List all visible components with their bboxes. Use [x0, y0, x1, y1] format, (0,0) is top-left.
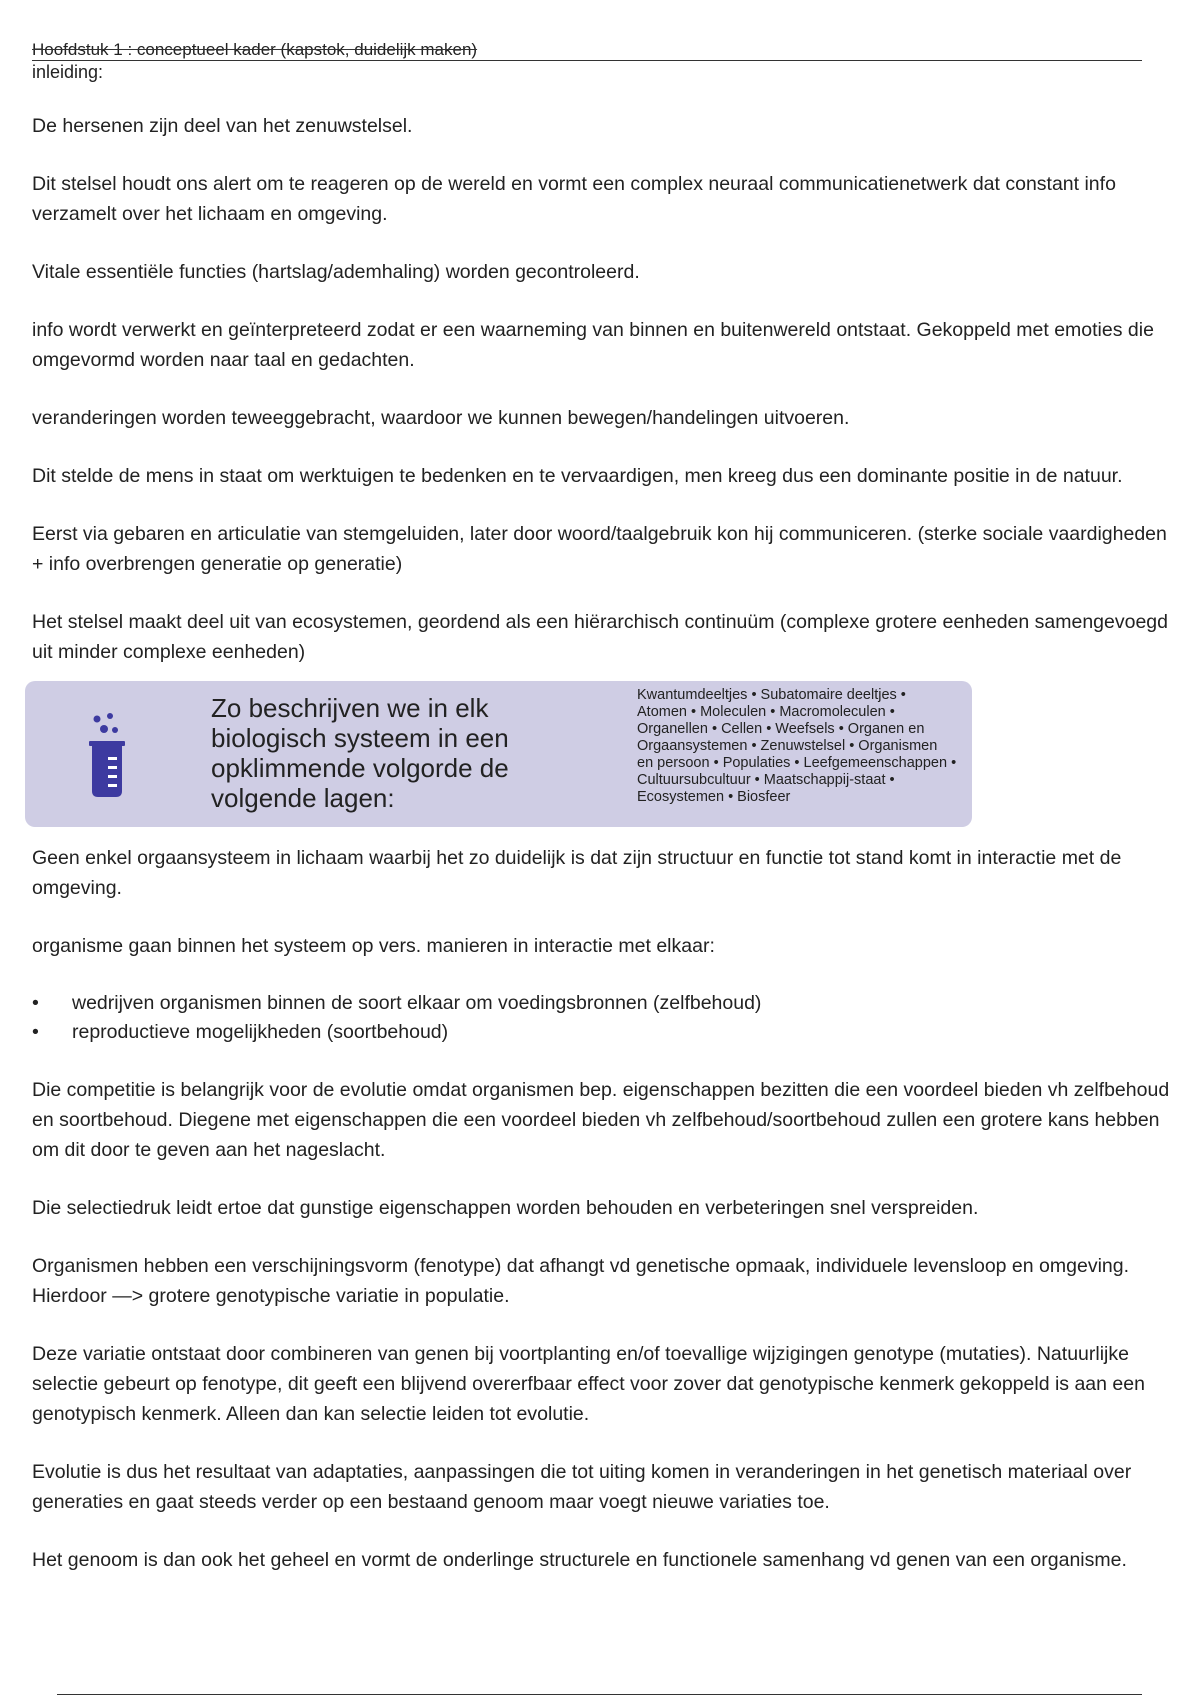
paragraph: Die selectiedruk leidt ertoe dat gunstige eigenschappen worden behouden en verbeteringen snel verspreiden. — [32, 1197, 979, 1219]
paragraph: De hersenen zijn deel van het zenuwstelsel. — [32, 115, 413, 137]
paragraph: info wordt verwerkt en geïnterpreteerd zodat er een waarneming van binnen en buitenwereld ontstaat. Gekoppeld met emoties die omgevormd worden naar taal en gedachten. — [32, 319, 1154, 371]
intro-label: inleiding: — [32, 62, 104, 82]
list-item: • wedrijven organismen binnen de soort elkaar om voedingsbronnen (zelfbehoud) — [32, 989, 1172, 1018]
info-box-title: Zo beschrijven we in elk biologisch systeem in een opklimmende volgorde de volgende lagen: — [211, 693, 509, 813]
paragraph: Het genoom is dan ook het geheel en vormt de onderlinge structurele en functionele samenhang vd genen van een organisme. — [32, 1549, 1127, 1571]
paragraph: Geen enkel orgaansysteem in lichaam waarbij het zo duidelijk is dat zijn structuur en functie tot stand komt in interactie met de omgeving. — [32, 847, 1122, 899]
beaker-icon — [83, 711, 131, 801]
document-page — [32, 40, 1172, 1575]
paragraph: Organismen hebben een verschijningsvorm (fenotype) dat afhangt vd genetische opmaak, individuele levensloop en omgeving. Hierdoor —> grotere genotypische variatie in populatie. — [32, 1255, 1130, 1307]
bullet-list — [32, 989, 1172, 1047]
paragraph: Dit stelsel houdt ons alert om te reageren op de wereld en vormt een complex neuraal communicatienetwerk dat constant info verzamelt over het lichaam en omgeving. — [32, 173, 1116, 225]
paragraph: Eerst via gebaren en articulatie van stemgeluiden, later door woord/taalgebruik kon hij communiceren. (sterke sociale vaardigheden + info overbrengen generatie op generatie) — [32, 523, 1167, 575]
paragraph: Het stelsel maakt deel uit van ecosystemen, geordend als een hiërarchisch continuüm (complexe grotere eenheden samengevoegd uit minder complexe eenheden) — [32, 611, 1168, 663]
info-box-layer-list: Kwantumdeeltjes • Subatomaire deeltjes • Atomen • Moleculen • Macromoleculen • Organellen • Cellen • Weefsels • Organen en Orgaansystemen • Zenuwstelsel • Organismen en persoon • Populaties • Leefgemeenschappen • Cultuursubcultuur • Maatschappij-staat • Ecosystemen • Biosfeer — [637, 687, 957, 805]
paragraph: Evolutie is dus het resultaat van adaptaties, aanpassingen die tot uiting komen in veranderingen in het genetisch materiaal over generaties en gaat steeds verder op een bestaand genoom maar voegt nieuwe variaties toe. — [32, 1461, 1132, 1513]
paragraph: veranderingen worden teweeggebracht, waardoor we kunnen bewegen/handelingen uitvoeren. — [32, 407, 850, 429]
info-box-biological-layers — [25, 681, 972, 827]
paragraph: Deze variatie ontstaat door combineren van genen bij voortplanting en/of toevallige wijzigingen genotype (mutaties). Natuurlijke selectie gebeurt op fenotype, dit geeft een blijvend overerfbaar effect voor zover dat genotypische kenmerk gekoppeld is aan een genotypisch kenmerk. Alleen dan kan selectie leiden tot evolutie. — [32, 1343, 1145, 1425]
paragraph: organisme gaan binnen het systeem op vers. manieren in interactie met elkaar: — [32, 935, 715, 957]
list-item: • reproductieve mogelijkheden (soortbehoud) — [32, 1018, 1172, 1047]
chapter-heading — [32, 40, 1142, 61]
paragraph: Die competitie is belangrijk voor de evolutie omdat organismen bep. eigenschappen bezitten die een voordeel bieden vh zelfbehoud en soortbehoud. Diegene met eigenschappen die een voordeel bieden vh zelfbehoud/soortbehoud zullen een grotere kans hebben om dit door te geven aan het nageslacht. — [32, 1079, 1170, 1161]
chapter-heading-text: Hoofdstuk 1 : conceptueel kader (kapstok, duidelijk maken) — [32, 40, 478, 59]
paragraph: Vitale essentiële functies (hartslag/ademhaling) worden gecontroleerd. — [32, 261, 640, 283]
paragraph: Dit stelde de mens in staat om werktuigen te bedenken en te vervaardigen, men kreeg dus een dominante positie in de natuur. — [32, 465, 1123, 487]
footer-divider — [57, 1694, 1142, 1695]
